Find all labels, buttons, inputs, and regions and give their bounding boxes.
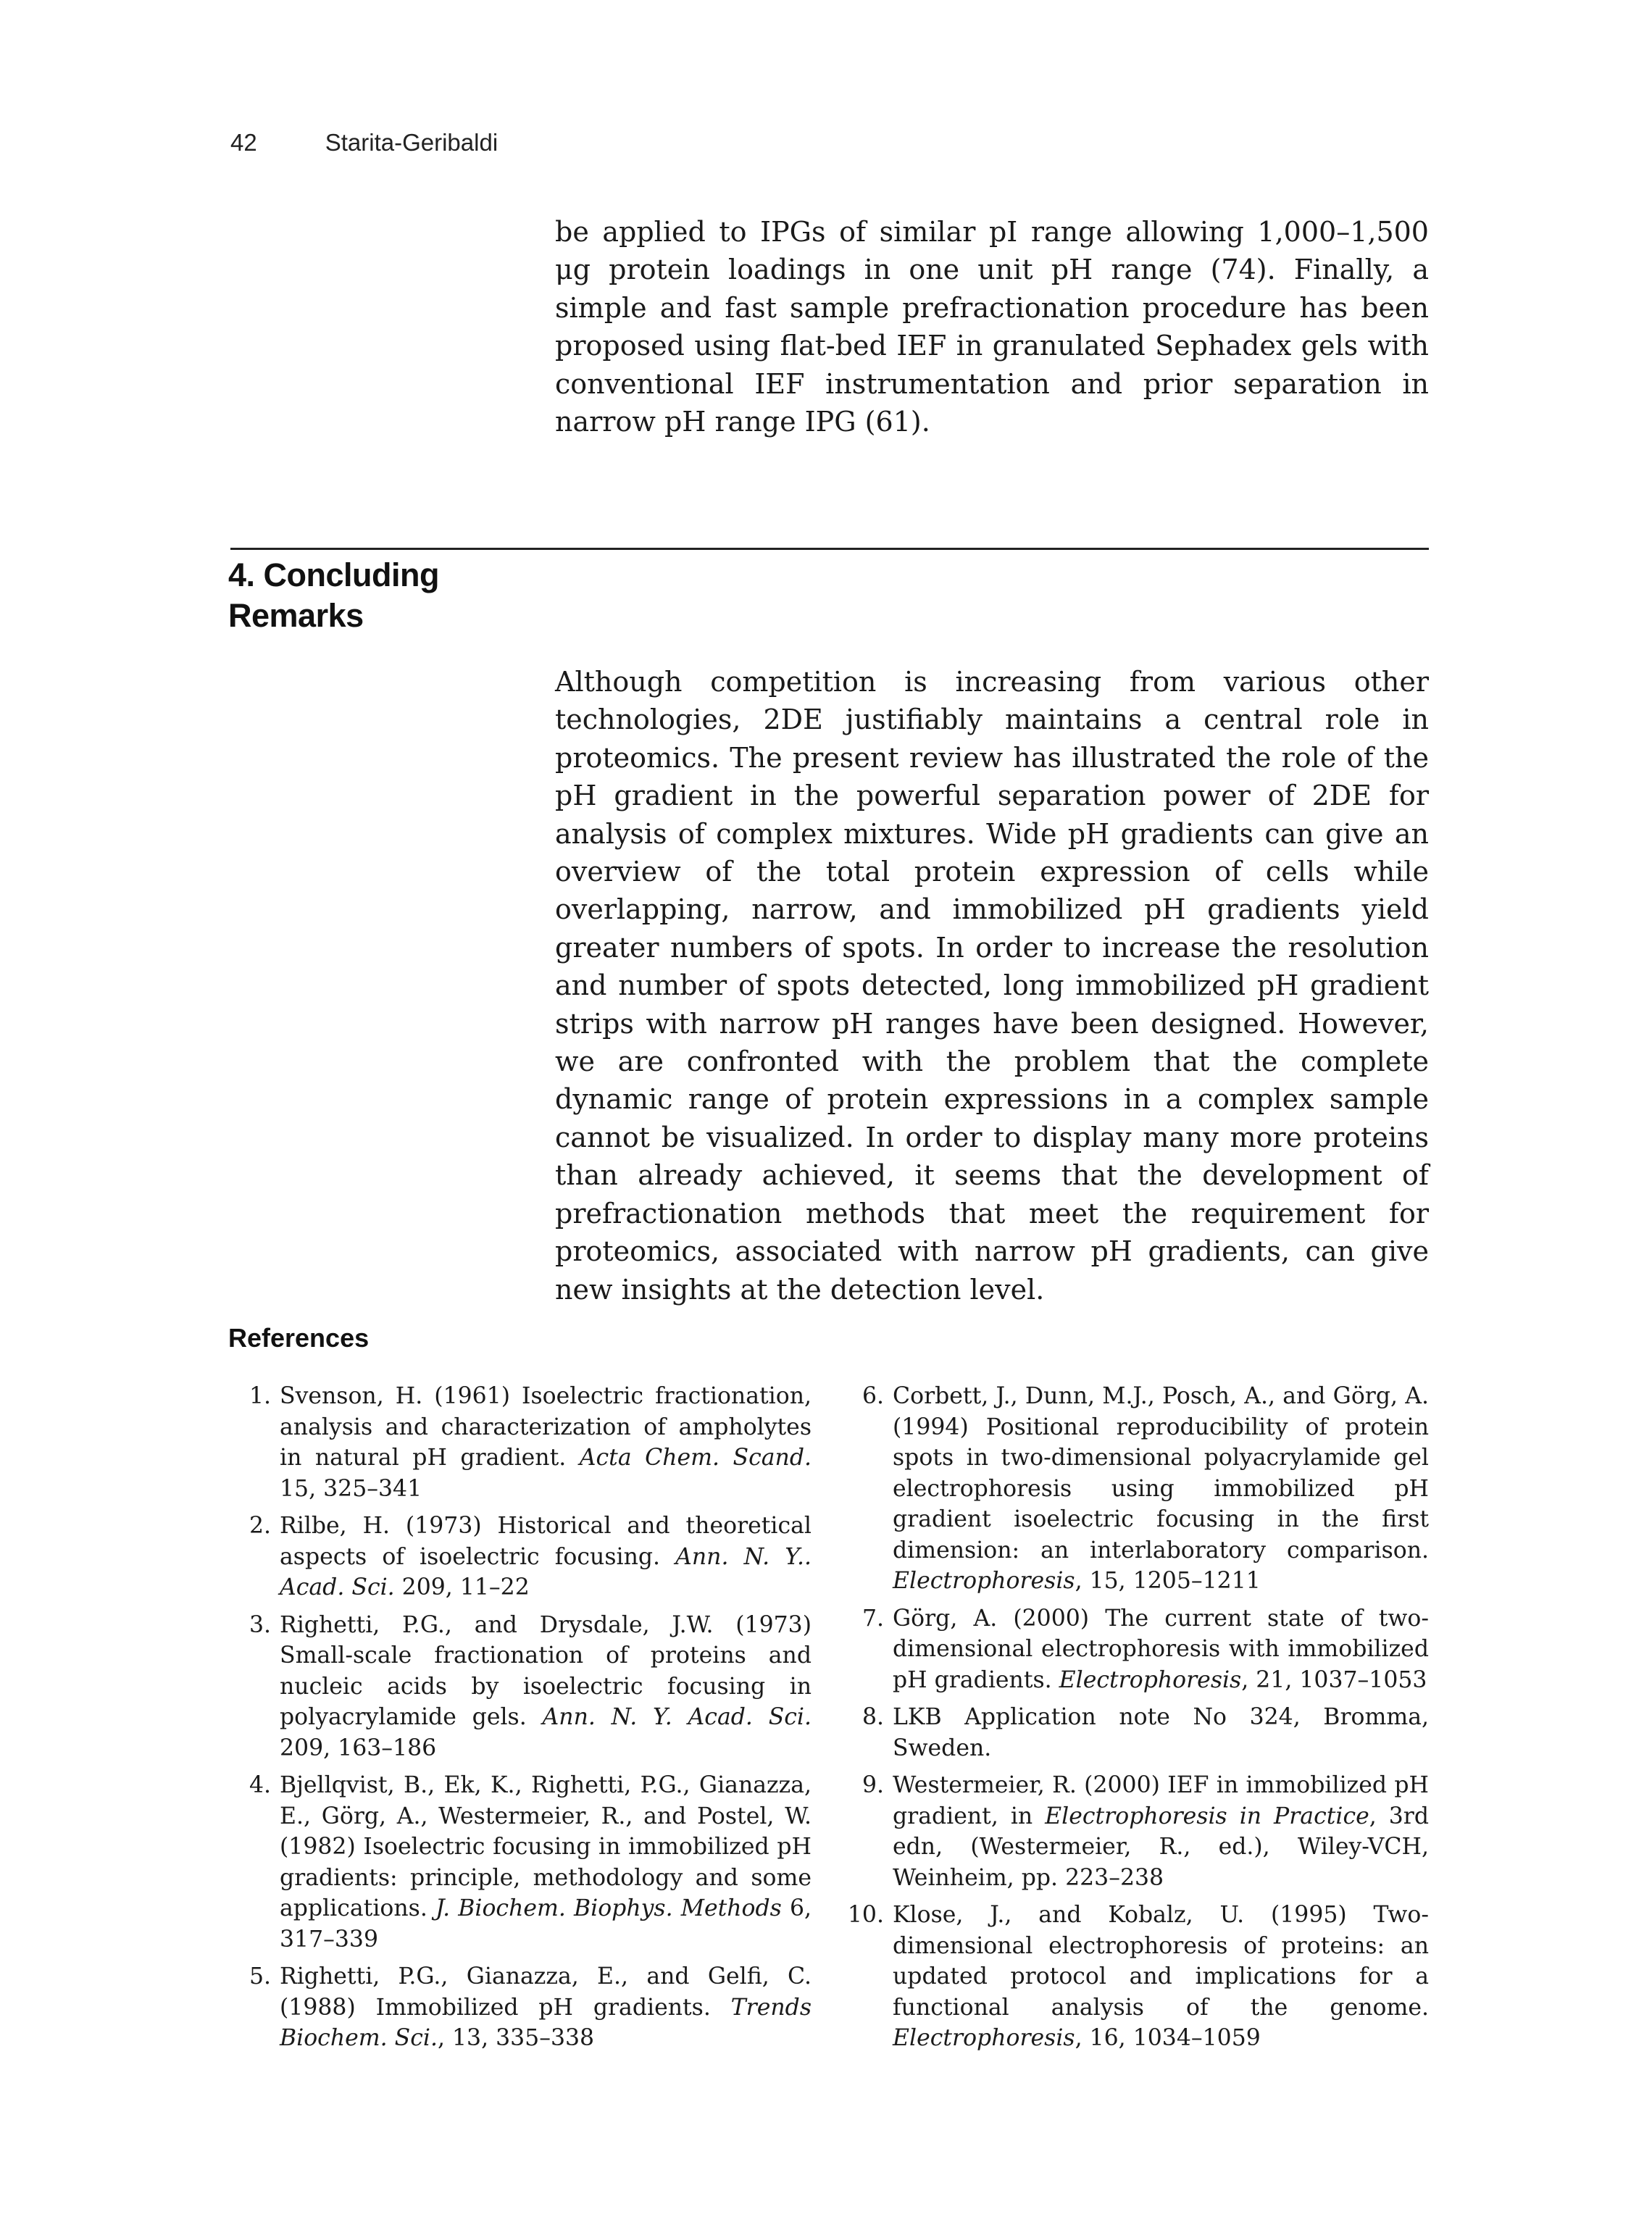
- reference-item: [239, 1381, 812, 1504]
- reference-text: Bjellqvist, B., Ek, K., Righetti, P.G., Gianazza, E., Görg, A., Westermeier, R., and Postel, W. (1982) Isoelectric focusing in immobilized pH gradients: principle, methodology and some applications. J. Biochem. Biophys. Methods 6, 317–339: [280, 1772, 812, 1953]
- reference-number: 5.: [249, 1963, 271, 1990]
- reference-number: 4.: [249, 1772, 271, 1798]
- reference-item: [239, 1511, 812, 1603]
- reference-number: 10.: [847, 1902, 884, 1928]
- reference-journal: Electrophoresis: [893, 2025, 1075, 2051]
- reference-number: 9.: [862, 1772, 884, 1798]
- reference-item: [843, 1702, 1429, 1763]
- reference-journal: Electrophoresis: [893, 1568, 1075, 1594]
- reference-number: 3.: [249, 1611, 271, 1638]
- reference-item: [239, 1610, 812, 1764]
- reference-journal: Ann. N. Y. Acad. Sci.: [542, 1704, 812, 1730]
- reference-item: [843, 1900, 1429, 2054]
- reference-number: 2.: [249, 1513, 271, 1539]
- reference-journal: Trends Biochem. Sci.: [280, 1994, 812, 2051]
- reference-journal: Electrophoresis in Practice: [1045, 1803, 1369, 1829]
- top-paragraph: be applied to IPGs of similar pI range allowing 1,000–1,500 μg protein loadings in one unit pH range (74). Finally, a simple and fast sample prefractionation procedure has been proposed using flat-bed IEF in granulated Sephadex gels with conventional IEF instrumentation and prior separation in narrow pH range IPG (61).: [555, 216, 1429, 438]
- reference-number: 8.: [862, 1704, 884, 1730]
- reference-text: Görg, A. (2000) The current state of two-dimensional electrophoresis with immobilized pH gradients. Electrophoresis, 21, 1037–1053: [893, 1605, 1429, 1693]
- reference-item: [843, 1603, 1429, 1696]
- reference-item: [843, 1381, 1429, 1597]
- section-divider: [230, 548, 1429, 550]
- reference-text: Svenson, H. (1961) Isoelectric fractionation, analysis and characterization of ampholytes in natural pH gradient. Acta Chem. Scand. 15, 325–341: [280, 1383, 812, 1502]
- reference-text: LKB Application note No 324, Bromma, Sweden.: [893, 1704, 1429, 1761]
- reference-text: Righetti, P.G., and Drysdale, J.W. (1973) Small-scale fractionation of proteins and nucleic acids by isoelectric focusing in polyacrylamide gels. Ann. N. Y. Acad. Sci. 209, 163–186: [280, 1611, 812, 1761]
- references-heading: References: [228, 1323, 370, 1353]
- running-head: [230, 129, 498, 156]
- section-heading-line2: Remarks: [228, 597, 364, 634]
- reference-journal: Electrophoresis: [1059, 1666, 1242, 1693]
- reference-number: 6.: [862, 1383, 884, 1409]
- reference-item: [239, 1770, 812, 1955]
- concluding-paragraph: Although competition is increasing from various other technologies, 2DE justifiably maintains a central role in proteomics. The present review has illustrated the role of the pH gradient in the powerful separation power of 2DE for analysis of complex mixtures. Wide pH gradients can give an overview of the total protein expression of cells while overlapping, narrow, and immobilized pH gradients yield greater numbers of spots. In order to increase the resolution and number of spots detected, long immobilized pH gradient strips with narrow pH ranges have been designed. However, we are confronted with the problem that the complete dynamic range of protein expressions in a complex sample cannot be visualized. In order to display many more proteins than already achieved, it seems that the development of prefractionation methods that meet the requirement for proteomics, associated with narrow pH gradients, can give new insights at the detection level.: [555, 666, 1429, 1306]
- reference-text: Rilbe, H. (1973) Historical and theoretical aspects of isoelectric focusing. Ann. N. Y.. Acad. Sci. 209, 11–22: [280, 1513, 812, 1600]
- running-head-author: Starita-Geribaldi: [325, 129, 498, 156]
- references-column-left: [239, 1381, 812, 2061]
- reference-journal: Ann. N. Y.. Acad. Sci.: [280, 1543, 812, 1600]
- page-number: 42: [230, 129, 257, 156]
- reference-text: Corbett, J., Dunn, M.J., Posch, A., and Görg, A. (1994) Positional reproducibility of protein spots in two-dimensional polyacrylamide gel electrophoresis using immobilized pH gradient isoelectric focusing in the first dimension: an interlaboratory comparison. Electrophoresis, 15, 1205–1211: [893, 1383, 1429, 1594]
- reference-text: Westermeier, R. (2000) IEF in immobilized pH gradient, in Electrophoresis in Practice, 3rd edn, (Westermeier, R., ed.), Wiley-VCH, Weinheim, pp. 223–238: [893, 1772, 1430, 1891]
- reference-item: [239, 1961, 812, 2054]
- reference-text: Klose, J., and Kobalz, U. (1995) Two-dimensional electrophoresis of proteins: an updated protocol and implications for a functional analysis of the genome. Electrophoresis, 16, 1034–1059: [893, 1902, 1429, 2051]
- reference-journal: J. Biochem. Biophys. Methods: [435, 1895, 782, 1921]
- reference-number: 1.: [249, 1383, 271, 1409]
- reference-number: 7.: [862, 1605, 884, 1632]
- references-column-right: [843, 1381, 1429, 2061]
- reference-text: Righetti, P.G., Gianazza, E., and Gelfi, C. (1988) Immobilized pH gradients. Trends Biochem. Sci., 13, 335–338: [280, 1963, 812, 2051]
- section-heading-line1: 4. Concluding: [228, 556, 439, 593]
- reference-item: [843, 1770, 1429, 1893]
- section-heading: [228, 555, 439, 636]
- reference-journal: Acta Chem. Scand.: [579, 1445, 812, 1471]
